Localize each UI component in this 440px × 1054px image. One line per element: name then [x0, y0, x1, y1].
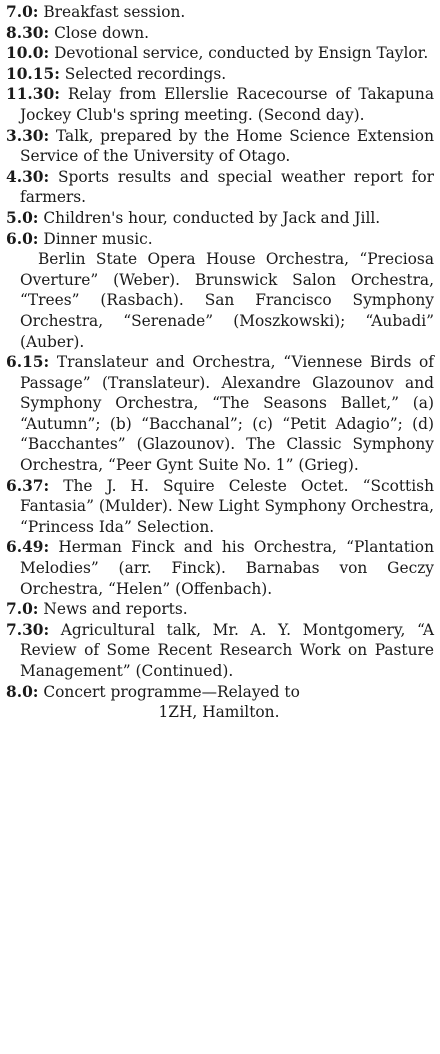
entry-text: Concert programme—Relayed to: [43, 682, 300, 701]
entry-time: 6.0:: [6, 229, 39, 248]
programme-entry: [4, 229, 434, 250]
entry-time: 7.30:: [6, 620, 50, 639]
programme-entry: [4, 23, 434, 44]
entry-time: 11.30:: [6, 85, 60, 104]
entry-text: The J. H. Squire Celeste Octet. “Scottish Fantasia” (Mulder). New Light Symphony Orchestra, “Princess Ida” Selection.: [20, 476, 434, 536]
entry-text: Selected recordings.: [64, 64, 227, 83]
entry-time: 4.30:: [6, 167, 50, 186]
programme-entry: [4, 167, 434, 208]
programme-entry: [4, 476, 434, 538]
entry-text: Close down.: [54, 23, 150, 42]
programme-entry: [4, 352, 434, 476]
entry-text: Herman Finck and his Orchestra, “Plantation Melodies” (arr. Finck). Barnabas von Geczy Orchestra, “Helen” (Offenbach).: [20, 538, 434, 598]
entry-text: News and reports.: [43, 600, 188, 619]
programme-entry: [4, 208, 434, 229]
programme-entry: [4, 2, 434, 23]
programme-entry: [4, 84, 434, 125]
entry-text: Sports results and special weather report for farmers.: [20, 167, 434, 207]
programme-entry: [4, 620, 434, 682]
entry-text: Breakfast session.: [43, 3, 186, 21]
final-entry-continuation: 1ZH, Hamilton.: [158, 703, 280, 722]
entry-text: Devotional service, conducted by Ensign Taylor.: [54, 44, 429, 63]
entry-time: 10.15:: [6, 64, 60, 83]
programme-entry: [4, 43, 434, 64]
entry-time: 6.15:: [6, 353, 50, 372]
entry-time: 8.0:: [6, 682, 39, 701]
entry-time: 8.30:: [6, 23, 50, 42]
entry-text: Relay from Ellerslie Racecourse of Takapuna Jockey Club's spring meeting. (Second day).: [20, 85, 434, 124]
programme-entry: [4, 126, 434, 167]
entry-time: 6.37:: [6, 476, 50, 495]
entry-text: Translateur and Orchestra, “Viennese Birds of Passage” (Translateur). Alexandre Glazounov and Symphony Orchestra, “The Seasons Ballet,” (a) “Autumn”; (b) “Bacchanal”; (c) “Petit Adagio”; (d) “Bacchantes” (Glazounov). The Classic Symphony Orchestra, “Peer Gynt Suite No. 1” (Grieg).: [20, 353, 434, 475]
entry-text: Agricultural talk, Mr. A. Y. Montgomery, “A Review of Some Recent Research Work on Pasture Management” (Continued).: [20, 620, 434, 680]
programme-entry: [4, 64, 434, 85]
entry-time: 5.0:: [6, 208, 39, 227]
entry-time: 7.0:: [6, 600, 39, 619]
dinner-music-details: Berlin State Opera House Orchestra, “Preciosa Overture” (Weber). Brunswick Salon Orchestra, “Trees” (Rasbach). San Francisco Symphony Orchestra, “Serenade” (Moszkowski); “Aubadi” (Auber).: [20, 250, 434, 351]
programme-entry: [4, 599, 434, 620]
programme-entry-final: [4, 682, 434, 703]
programme-entry: [4, 537, 434, 599]
entry-time: 6.49:: [6, 538, 50, 557]
entry-text: Children's hour, conducted by Jack and Jill.: [43, 208, 381, 227]
entry-time: 10.0:: [6, 44, 50, 63]
entry-time: 7.0:: [6, 3, 39, 21]
entry-text: Dinner music.: [43, 229, 153, 248]
entry-text: Talk, prepared by the Home Science Extension Service of the University of Otago.: [20, 126, 434, 166]
entry-time: 3.30:: [6, 126, 50, 145]
